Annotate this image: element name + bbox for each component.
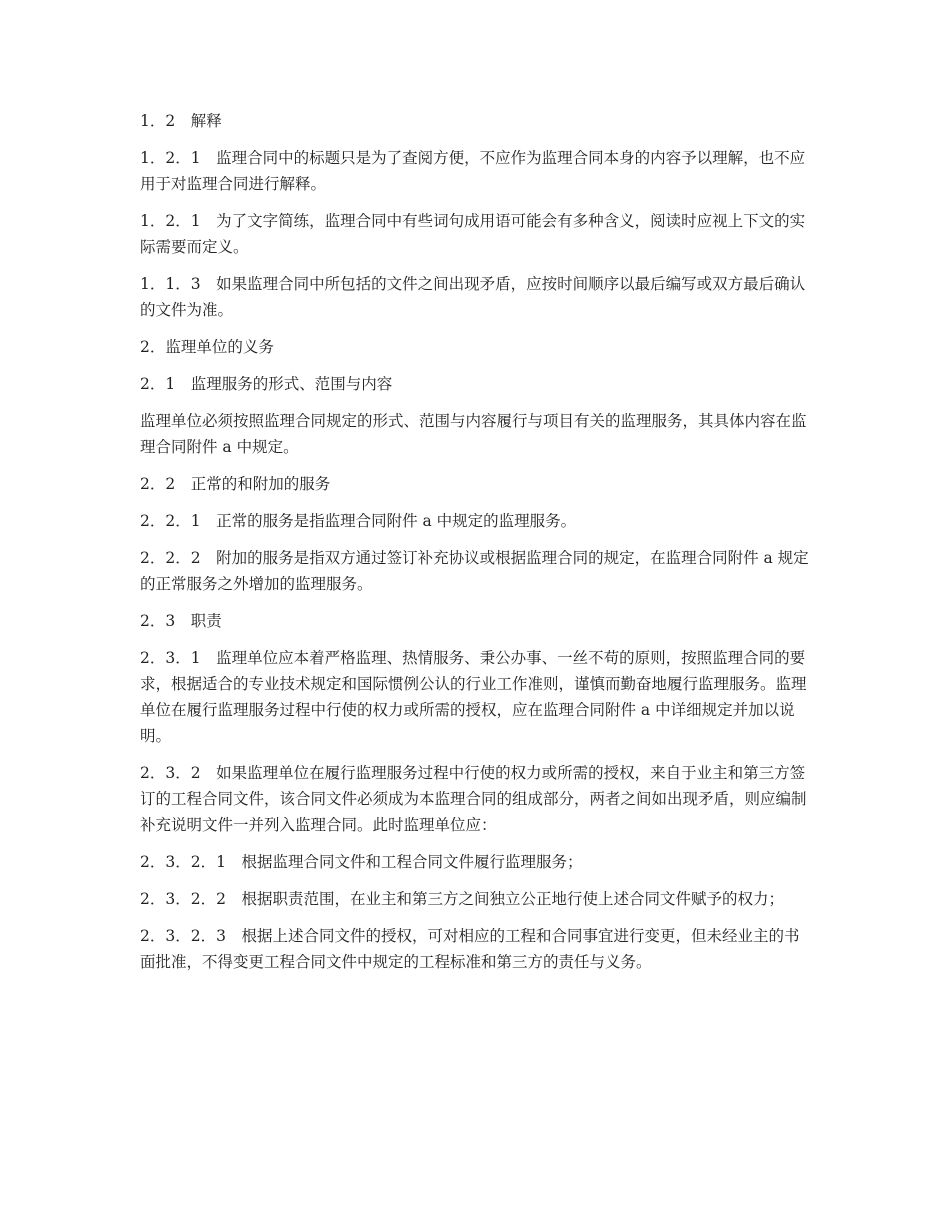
clause-1-1-3: 1．1．3 如果监理合同中所包括的文件之间出现矛盾，应按时间顺序以最后编写或双方最后确认的文件为准。 bbox=[140, 275, 806, 319]
document-page bbox=[140, 108, 812, 986]
section-heading-2-2: 2．2 正常的和附加的服务 bbox=[140, 475, 331, 493]
clause-2-1-body: 监理单位必须按照监理合同规定的形式、范围与内容履行与项目有关的监理服务，其具体内容在监理合同附件 a 中规定。 bbox=[140, 412, 807, 456]
clause-2-2-1: 2．2．1 正常的服务是指监理合同附件 a 中规定的监理服务。 bbox=[140, 512, 577, 530]
clause-1-2-1-a: 1．2．1 监理合同中的标题只是为了查阅方便，不应作为监理合同本身的内容予以理解，也不应用于对监理合同进行解释。 bbox=[140, 149, 806, 193]
clause-2-3-2-3: 2．3．2．3 根据上述合同文件的授权，可对相应的工程和合同事宜进行变更，但未经业主的书面批准，不得变更工程合同文件中规定的工程标准和第三方的责任与义务。 bbox=[140, 927, 800, 971]
clause-1-2-1-b: 1．2．1 为了文字简练，监理合同中有些词句成用语可能会有多种含义，阅读时应视上下文的实际需要而定义。 bbox=[140, 212, 806, 256]
section-heading-1-2: 1．2 解释 bbox=[140, 112, 222, 130]
section-heading-2-1: 2．1 监理服务的形式、范围与内容 bbox=[140, 375, 393, 393]
section-heading-2: 2．监理单位的义务 bbox=[140, 338, 274, 356]
clause-2-3-2: 2．3．2 如果监理单位在履行监理服务过程中行使的权力或所需的授权，来自于业主和第三方签订的工程合同文件，该合同文件必须成为本监理合同的组成部分，两者之间如出现矛盾，则应编制补充说明文件一并列入监理合同。此时监理单位应： bbox=[140, 764, 807, 834]
section-heading-2-3: 2．3 职责 bbox=[140, 612, 222, 630]
clause-2-3-2-2: 2．3．2．2 根据职责范围，在业主和第三方之间独立公正地行使上述合同文件赋予的权力； bbox=[140, 890, 784, 908]
clause-2-3-1: 2．3．1 监理单位应本着严格监理、热情服务、秉公办事、一丝不苟的原则，按照监理合同的要求，根据适合的专业技术规定和国际惯例公认的行业工作准则，谨慎而勤奋地履行监理服务。监理单位在履行监理服务过程中行使的权力或所需的授权，应在监理合同附件 a 中详细规定并加以说明。 bbox=[140, 649, 807, 745]
clause-2-2-2: 2．2．2 附加的服务是指双方通过签订补充协议或根据监理合同的规定，在监理合同附件 a 规定的正常服务之外增加的监理服务。 bbox=[140, 549, 809, 593]
clause-2-3-2-1: 2．3．2．1 根据监理合同文件和工程合同文件履行监理服务； bbox=[140, 853, 583, 871]
